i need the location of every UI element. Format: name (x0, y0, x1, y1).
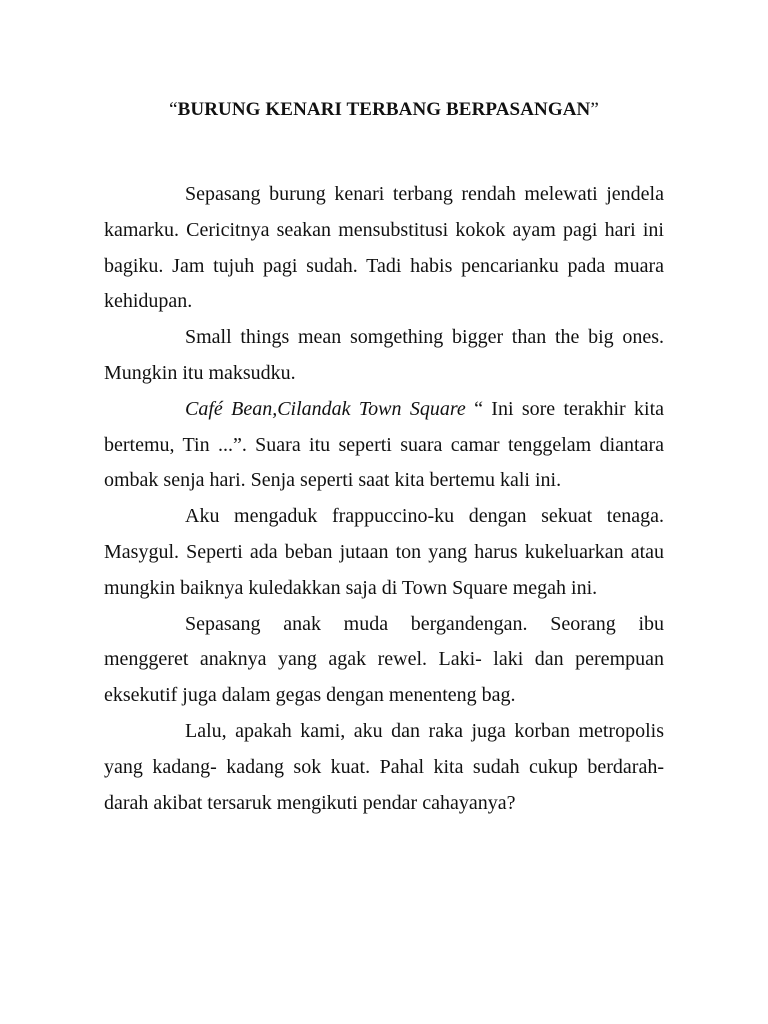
paragraph-6: Lalu, apakah kami, aku dan raka juga korban metropolis yang kadang- kadang sok kuat. Pahal kita sudah cukup berdarah- darah akibat tersaruk mengikuti pendar cahayanya? (104, 719, 664, 814)
document-title (104, 92, 664, 128)
paragraph-2: Small things mean somgething bigger than the big ones. Mungkin itu maksudku. (104, 326, 664, 384)
title-open-quote: “ (169, 99, 178, 120)
paragraph-4: Aku mengaduk frappuccino-ku dengan sekuat tenaga. Masygul. Seperti ada beban jutaan ton yang harus kukeluarkan atau mungkin baiknya kuledakkan saja di Town Square megah ini. (104, 505, 664, 599)
document-page (104, 92, 664, 821)
title-text: BURUNG KENARI TERBANG BERPASANGAN (177, 99, 591, 120)
paragraph-1: Sepasang burung kenari terbang rendah melewati jendela kamarku. Cericitnya seakan mensubstitusi kokok ayam pagi hari ini bagiku. Jam tujuh pagi sudah. Tadi habis pencarianku pada muara kehidupan. (104, 183, 664, 313)
paragraph-3-text: “ Ini sore terakhir kita bertemu, Tin ...”. Suara itu seperti suara camar tenggelam diantara ombak senja hari. Senja seperti saat kita bertemu kali ini. (104, 397, 665, 492)
paragraph-3-place-name: Café Bean,Cilandak Town Square (185, 397, 466, 420)
title-close-quote: ” (590, 99, 599, 120)
paragraph-3 (104, 392, 664, 499)
paragraph-5: Sepasang anak muda bergandengan. Seorang ibu menggeret anaknya yang agak rewel. Laki- laki dan perempuan eksekutif juga dalam gegas dengan menenteng bag. (104, 612, 664, 707)
